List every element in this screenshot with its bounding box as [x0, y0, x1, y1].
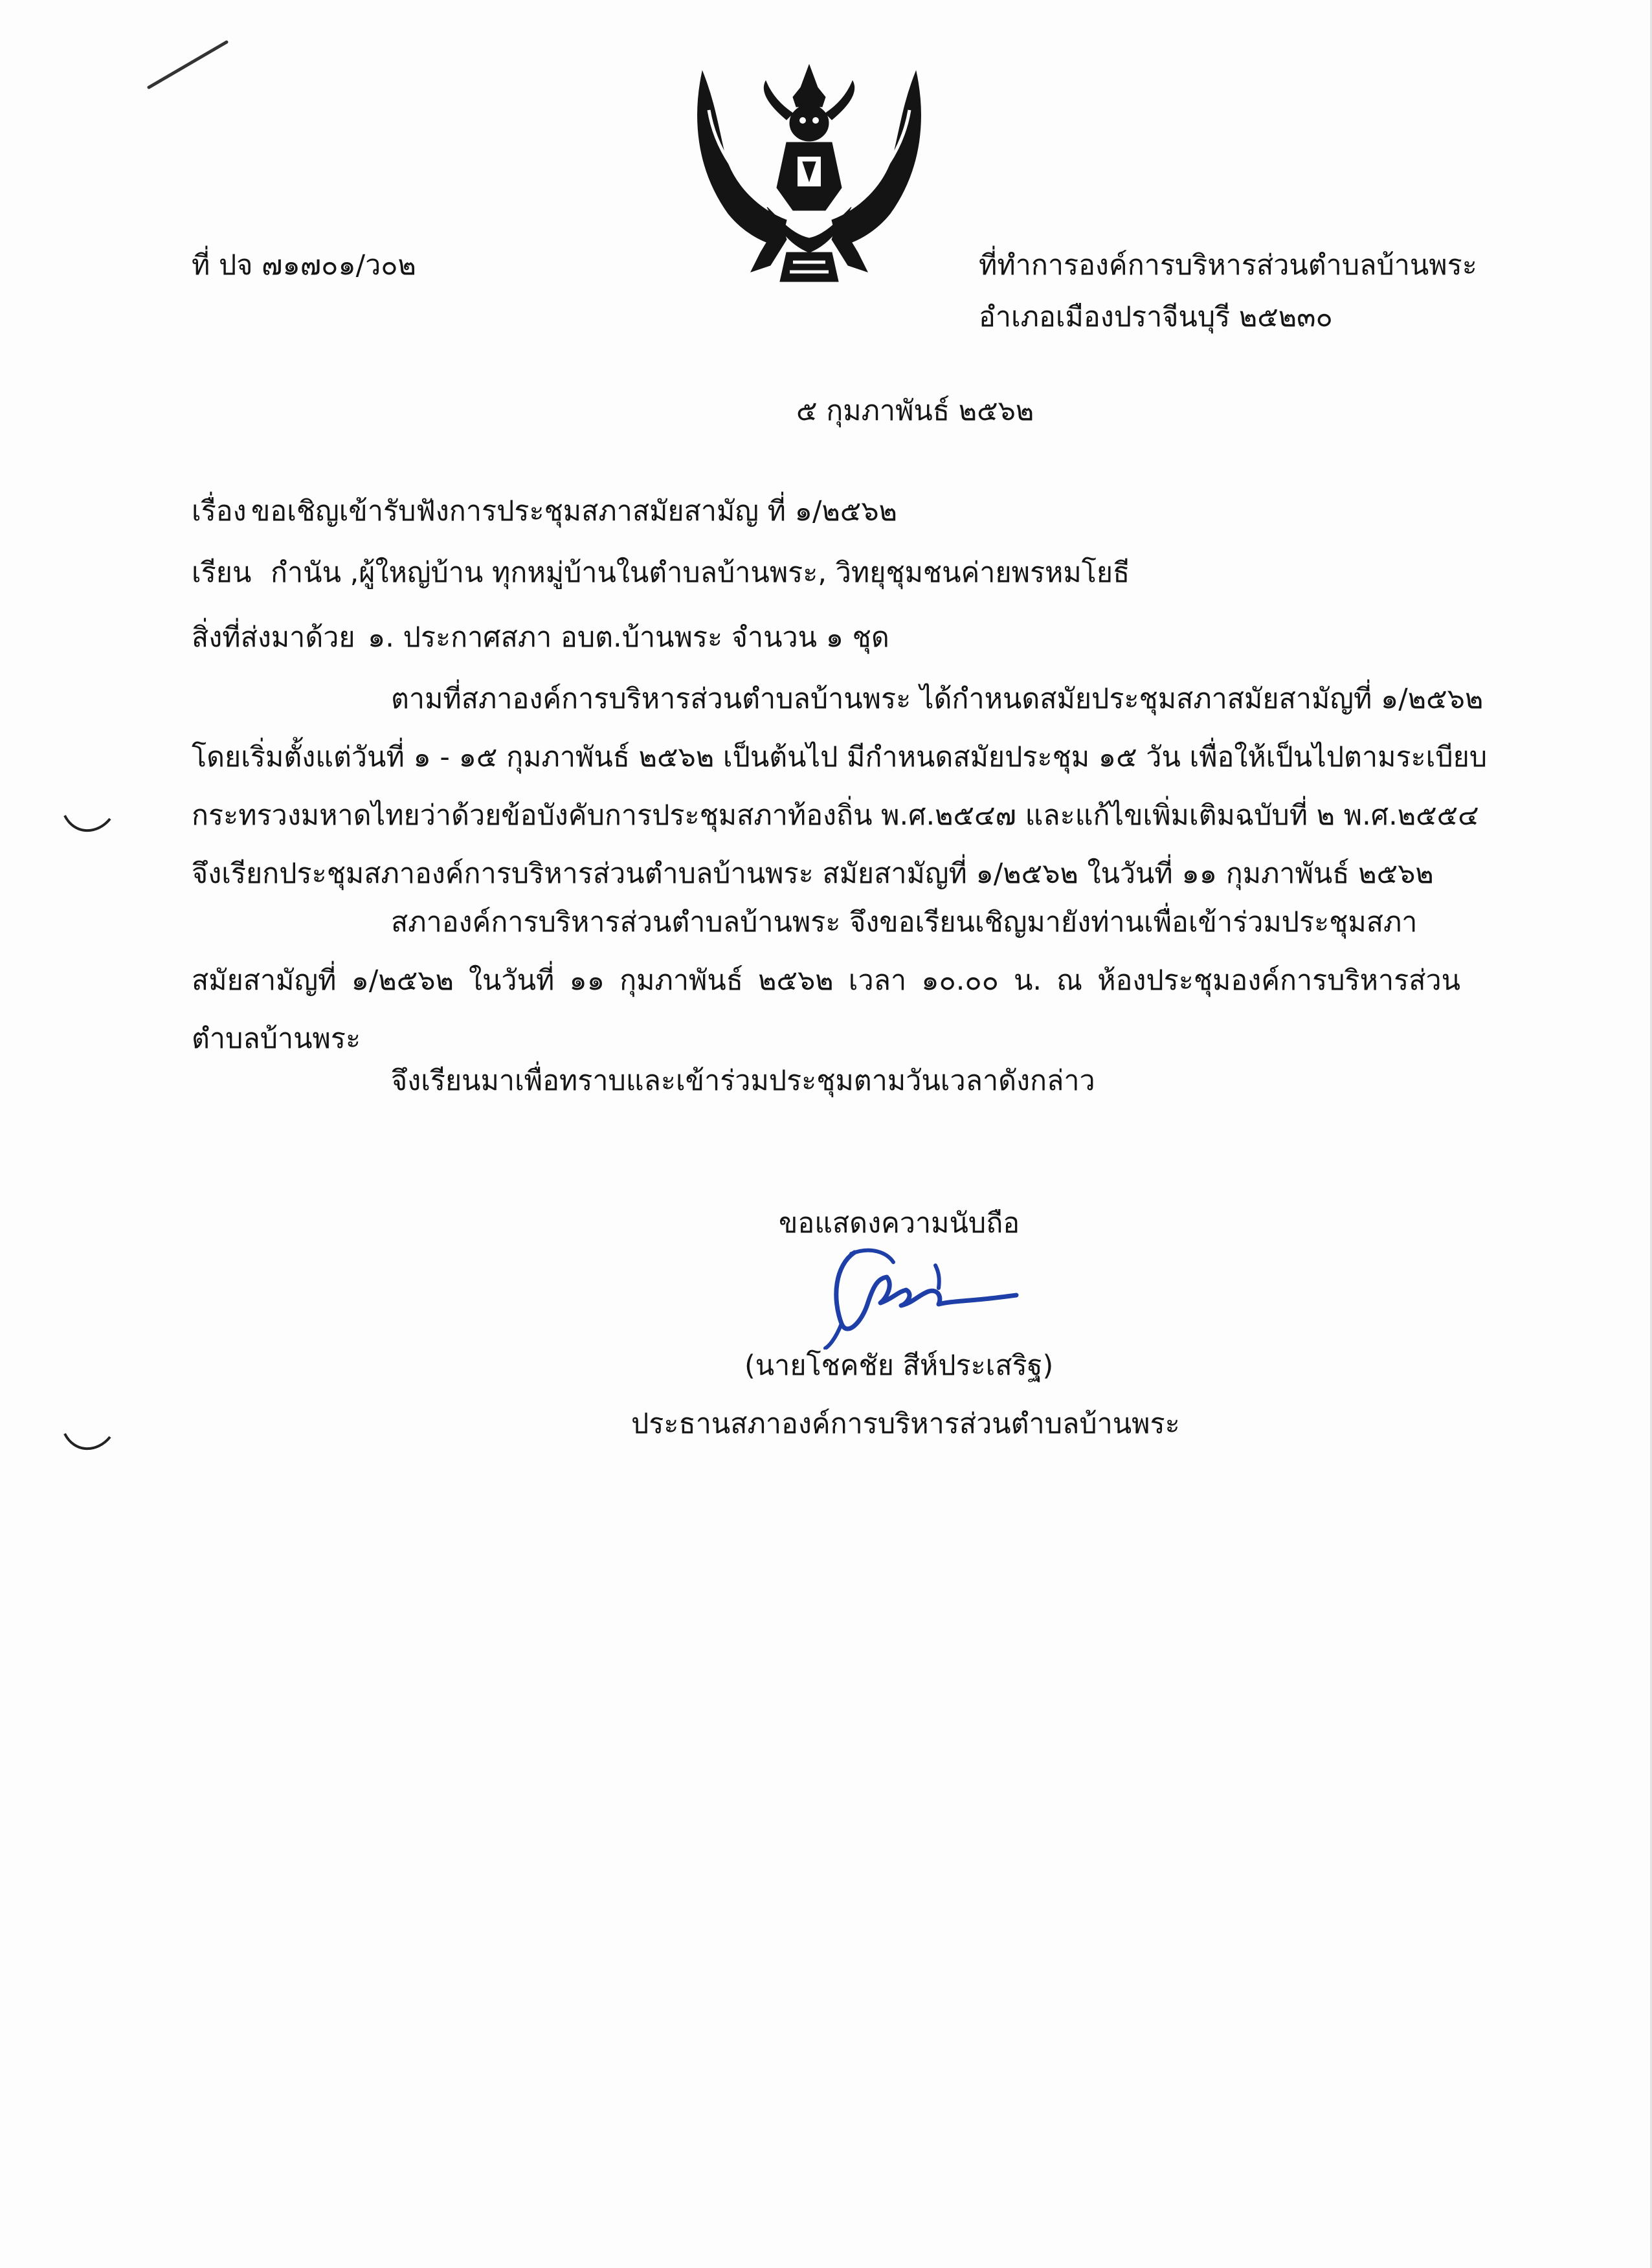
body-paragraph-2	[192, 893, 1460, 1068]
subject-text: ขอเชิญเข้ารับฟังการประชุมสภาสมัยสามัญ ที่ ๑/๒๕๖๒	[251, 495, 897, 528]
paragraph-2-line-3: ตำบลบ้านพระ	[192, 1023, 361, 1055]
addressee-text: กำนัน ,ผู้ใหญ่บ้าน ทุกหมู่บ้านในตำบลบ้านพระ, วิทยุชุมชนค่ายพรหมโยธี	[271, 557, 1130, 589]
addressee-label: เรียน	[192, 557, 252, 589]
signer-position: ประธานสภาองค์การบริหารส่วนตำบลบ้านพระ	[631, 1408, 1180, 1440]
handwritten-signature-icon	[816, 1227, 1029, 1350]
closing-salutation: ขอแสดงความนับถือ	[779, 1207, 1020, 1240]
office-address-line1: ที่ทำการองค์การบริหารส่วนตำบลบ้านพระ	[979, 249, 1477, 282]
paragraph-1-line-3: กระทรวงมหาดไทยว่าด้วยข้อบังคับการประชุมสภาท้องถิ่น พ.ศ.๒๕๔๗ และแก้ไขเพิ่มเติมฉบับที่ ๒ พ.ศ.๒๕๕๔	[192, 799, 1479, 832]
office-address-line2: อำเภอเมืองปราจีนบุรี ๒๕๒๓๐	[979, 301, 1333, 333]
punch-hole-mark-lower	[61, 1430, 113, 1456]
pen-stroke-mark	[142, 36, 233, 94]
garuda-emblem-icon	[689, 58, 929, 291]
paragraph-2-line-2: สมัยสามัญที่ ๑/๒๕๖๒ ในวันที่ ๑๑ กุมภาพันธ์ ๒๕๖๒ เวลา ๑๐.๐๐ น. ณ ห้องประชุมองค์การบริหารส่วน	[192, 964, 1460, 997]
subject-label: เรื่อง	[192, 495, 247, 528]
enclosure-text: ๑. ประกาศสภา อบต.บ้านพระ จำนวน ๑ ชุด	[368, 621, 889, 654]
closing-sentence: จึงเรียนมาเพื่อทราบและเข้าร่วมประชุมตามวันเวลาดังกล่าว	[391, 1065, 1095, 1097]
paragraph-1-line-2: โดยเริ่มตั้งแต่วันที่ ๑ - ๑๕ กุมภาพันธ์ ๒๕๖๒ เป็นต้นไป มีกำหนดสมัยประชุม ๑๕ วัน เพื่อให้เป็นไปตามระเบียบ	[192, 741, 1488, 773]
letter-date: ๕ กุมภาพันธ์ ๒๕๖๒	[796, 395, 1034, 427]
enclosure-label: สิ่งที่ส่งมาด้วย	[192, 621, 355, 654]
body-paragraph-1	[192, 670, 1488, 903]
paragraph-1-line-1: ตามที่สภาองค์การบริหารส่วนตำบลบ้านพระ ได้กำหนดสมัยประชุมสภาสมัยสามัญที่ ๑/๒๕๖๒	[391, 683, 1484, 715]
reference-number: ที่ ปจ ๗๑๗๐๑/ว๐๒	[192, 249, 416, 282]
paragraph-1-line-4: จึงเรียกประชุมสภาองค์การบริหารส่วนตำบลบ้านพระ สมัยสามัญที่ ๑/๒๕๖๒ ในวันที่ ๑๑ กุมภาพันธ์ ๒๕๖๒	[192, 858, 1434, 890]
punch-hole-mark-upper	[61, 812, 113, 838]
signer-name: (นายโชคชัย สีห์ประเสริฐ)	[744, 1350, 1054, 1382]
paragraph-2-line-1: สภาองค์การบริหารส่วนตำบลบ้านพระ จึงขอเรียนเชิญมายังท่านเพื่อเข้าร่วมประชุมสภา	[391, 906, 1418, 939]
